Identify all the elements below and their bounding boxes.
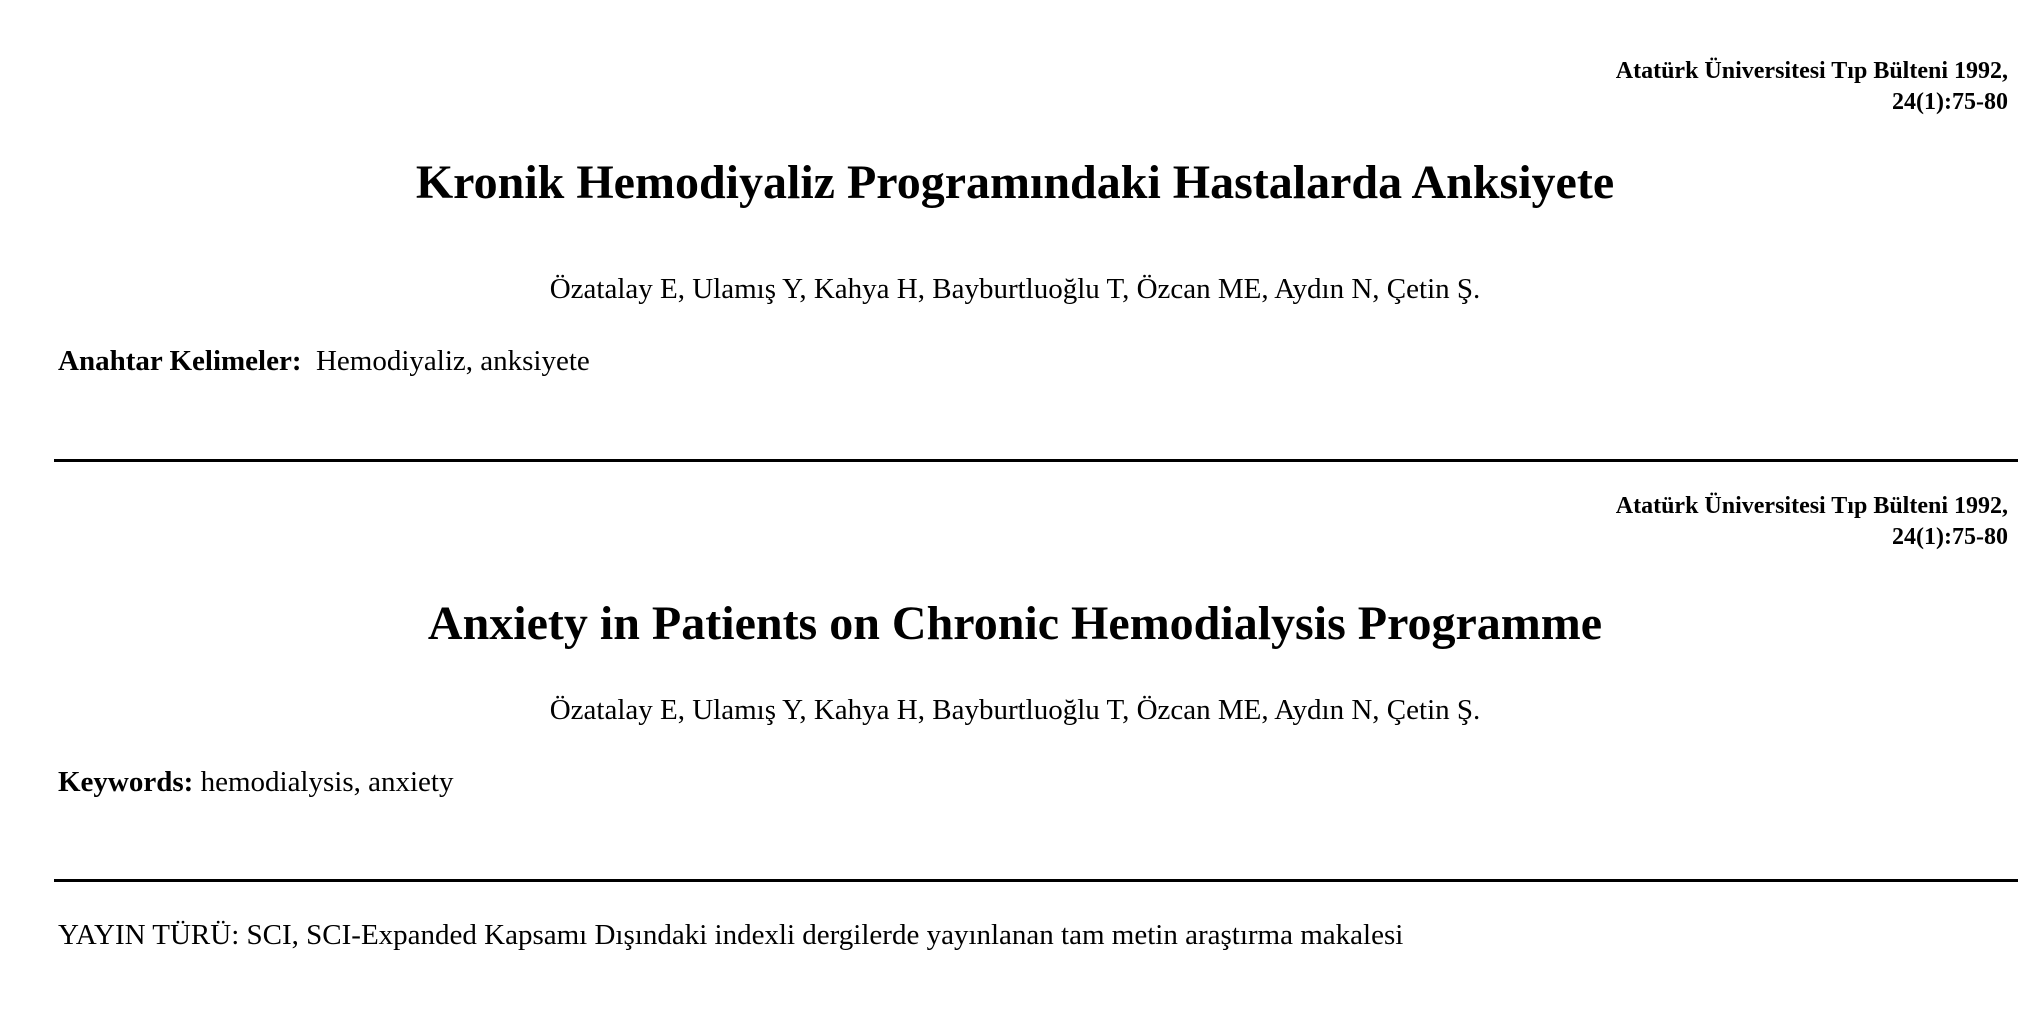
authors-tr: Özatalay E, Ulamış Y, Kahya H, Bayburtluoğlu T, Özcan ME, Aydın N, Çetin Ş. (549, 273, 1481, 305)
keywords-label: Keywords: (58, 766, 194, 798)
journal-citation-line1: Atatürk Üniversitesi Tıp Bülteni 1992, (1615, 58, 2008, 84)
divider (54, 459, 2018, 462)
keywords-en (58, 764, 453, 800)
journal-citation-line2: 24(1):75-80 (1892, 89, 2008, 115)
article-title-en: Anxiety in Patients on Chronic Hemodialysis Programme (427, 597, 1603, 650)
divider (54, 879, 2018, 882)
keywords-value: Hemodiyaliz, anksiyete (315, 345, 590, 377)
article-title-tr: Kronik Hemodiyaliz Programındaki Hastalarda Anksiyete (415, 156, 1615, 209)
journal-citation-line2: 24(1):75-80 (1892, 524, 2008, 550)
journal-citation-tr (1208, 56, 2008, 118)
journal-citation-line1: Atatürk Üniversitesi Tıp Bülteni 1992, (1615, 493, 2008, 519)
keywords-tr (58, 343, 590, 379)
publication-type: YAYIN TÜRÜ: SCI, SCI-Expanded Kapsamı Dışındaki indexli dergilerde yayınlanan tam metin araştırma makalesi (58, 919, 1404, 951)
keywords-label: Anahtar Kelimeler: (58, 345, 302, 377)
journal-citation-en (1208, 491, 2008, 553)
keywords-value: hemodialysis, anxiety (200, 766, 454, 798)
authors-en: Özatalay E, Ulamış Y, Kahya H, Bayburtluoğlu T, Özcan ME, Aydın N, Çetin Ş. (549, 694, 1481, 726)
